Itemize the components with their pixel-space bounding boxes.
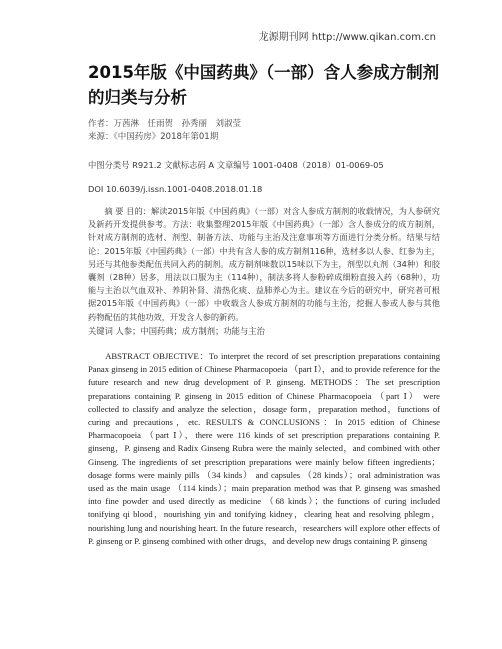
abstract-cn: 摘 要 目的：解读2015年版《中国药典》（一部）对含人参成方制剂的收载情况，为人参研究及新药开发提供参考。方法：收集整理2015年版《中国药典》（一部）含人参成分的成方制剂，针对成方制剂的选材、剂型、制备方法、功能与主治及注意事项等方面进行分类分析。结果与结论：2015年版《中国药典》（一部）中共有含人参的成方制剂116种，选材多以人参、红参为主，另还与其他参类配伍共同入药的制剂。成方制剂味数以15味以下为主，剂型以丸剂（34种）和胶囊剂（28种）居多，用法以口服为主（114种），制法多将人参粉碎成细粉直接入药（68种），功能与主治以气血双补、养阴补肾、清热化痰、益肺养心为主。建议在今后的研究中，研究者可根据2015年版《中国药典》（一部）中收载含人参成方制剂的功能与主治，挖掘人参或人参与其他药物配伍的其他功效，开发含人参的新药。	[88, 206, 440, 322]
article-authors: 作者：万茜淋 任雨贺 孙秀丽 刘淑莹	[88, 119, 242, 129]
site-header[interactable]: 龙源期刊网 http://www.qikan.com.cn	[258, 32, 436, 43]
doi-line: DOI 10.6039/j.issn.1001-0408.2018.01.18	[88, 184, 263, 194]
article-source: 来源：《中国药房》2018年第01期	[88, 132, 219, 142]
abstract-en: ABSTRACT OBJECTIVE：To interpret the record of set prescription preparations containing Panax ginseng in 2015 edition of Chinese Pharmacopoeia （part Ⅰ），and to provide reference for the future research and new drug development of P. ginseng. METHODS：The set prescription preparations containing P. ginseng in 2015 edition of Chinese Pharmacopoeia （part Ⅰ） were collected to classify and analyze the selection，dosage form，preparation method，functions of curing and precautions，etc. RESULTS & CONCLUSIONS：In 2015 edition of Chinese Pharmacopoeia （part Ⅰ），there were 116 kinds of set prescription preparations containing P. ginseng，P. ginseng and Radix Ginseng Rubra were the mainly selected，and combined with other Ginseng. The ingredients of set prescription preparations were mainly below fifteen ingredients；dosage forms were mainly pills （34 kinds） and capsules （28 kinds）；oral administration was used as the main usage （114 kinds）；main preparation method was that P. ginseng was smashed into fine powder and used directly as medicine （68 kinds）；the functions of curing included tonifying qi blood，nourishing yin and tonifying kidney，clearing heat and resolving phlegm，nourishing lung and nourishing heart. In the future research，researchers will explore other effects of P. ginseng or P. ginseng combined with other drugs，and develop new drugs containing P. ginseng	[88, 351, 440, 546]
classification-line: 中图分类号 R921.2 文献标志码 A 文章编号 1001-0408（2018）01-0069-05	[88, 160, 384, 170]
article-title: 2015年版《中国药典》（一部）含人参成方制剂的归类与分析	[88, 63, 440, 107]
keywords-cn: 关键词 人参；中国药典；成方制剂；功能与主治	[88, 326, 265, 336]
